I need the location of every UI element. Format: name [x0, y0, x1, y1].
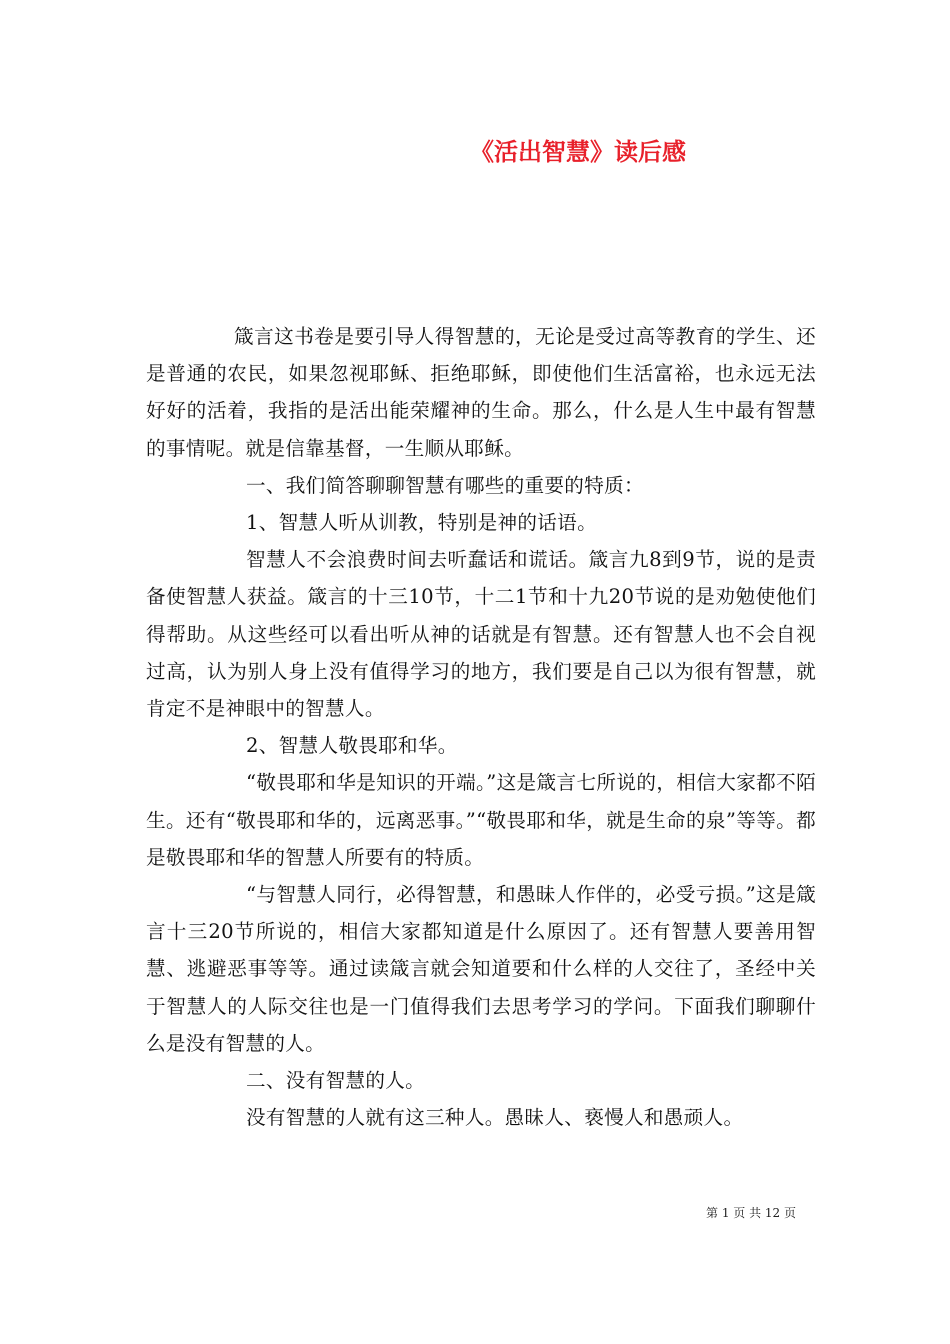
document-body: [146, 318, 816, 1136]
section-heading: 二、没有智慧的人。: [246, 1069, 426, 1093]
paragraph: “与智慧人同行，必得智慧，和愚昧人作伴的，必受亏损。”这是箴言十三20节所说的，相信大家都知道是什么原因了。还有智慧人要善用智慧、逃避恶事等等。通过读箴言就会知道要和什么样的人交往了，圣经中关于智慧人的人际交往也是一门值得我们去思考学习的学问。下面我们聊聊什么是没有智慧的人。: [146, 883, 816, 1055]
paragraph: 没有智慧的人就有这三种人。愚昧人、亵慢人和愚顽人。: [246, 1106, 744, 1130]
section-heading: 一、我们简答聊聊智慧有哪些的重要的特质：: [246, 473, 644, 497]
paragraph: “敬畏耶和华是知识的开端。”这是箴言七所说的，相信大家都不陌生。还有“敬畏耶和华的，远离恶事。”“敬畏耶和华，就是生命的泉”等等。都是敬畏耶和华的智慧人所要有的特质。: [146, 771, 816, 869]
document-title: 《活出智慧》读后感: [470, 137, 686, 166]
subsection-heading: 1、智慧人听从训教，特别是神的话语。: [246, 511, 597, 535]
paragraph: 箴言这书卷是要引导人得智慧的，无论是受过高等教育的学生、还是普通的农民，如果忽视耶稣、拒绝耶稣，即使他们生活富裕，也永远无法好好的活着，我指的是活出能荣耀神的生命。那么，什么是人生中最有智慧的事情呢。就是信靠基督，一生顺从耶稣。: [146, 325, 816, 460]
paragraph: 智慧人不会浪费时间去听蠢话和谎话。箴言九8到9节，说的是责备使智慧人获益。箴言的十三10节，十二1节和十九20节说的是劝勉使他们得帮助。从这些经可以看出听从神的话就是有智慧。还有智慧人也不会自视过高，认为别人身上没有值得学习的地方，我们要是自己以为很有智慧，就肯定不是神眼中的智慧人。: [146, 548, 816, 721]
page-number-footer: 第 1 页 共 12 页: [706, 1206, 796, 1220]
subsection-heading: 2、智慧人敬畏耶和华。: [246, 734, 458, 758]
